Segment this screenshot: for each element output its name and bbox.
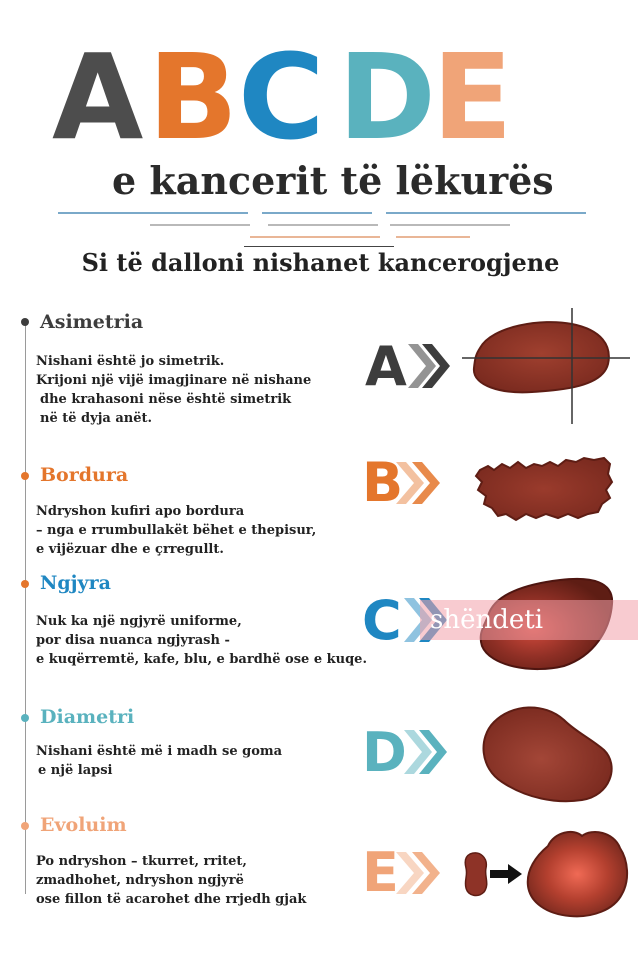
item-title-asimetria: Asimetria (40, 311, 144, 333)
side-letter-b: B (362, 451, 404, 514)
divider (262, 212, 372, 214)
divider (396, 236, 470, 238)
item-desc-ngjyra: Nuk ka një ngjyrë uniforme, por disa nuanca ngjyrash - e kuqërremtë, kafe, blu, e bardhë ose e kuqe. (36, 614, 367, 667)
section-heading: Si të dalloni nishanet kancerogjene (81, 248, 560, 277)
title-letter-a: A (52, 28, 140, 166)
timeline-dot (21, 472, 29, 480)
divider (386, 212, 586, 214)
mole-evolution-small-image (462, 850, 492, 898)
title-letter-c: C (238, 28, 321, 166)
divider (58, 212, 248, 214)
item-desc-asimetria: Nishani është jo simetrik. Krijoni një vijë imagjinare në nishane dhe krahasoni nëse është simetrik në të dyja anët. (36, 354, 312, 426)
chevron-arrow-icon (396, 462, 444, 504)
item-title-diametri: Diametri (40, 706, 135, 728)
side-letter-a: A (365, 335, 407, 398)
item-title-evoluim: Evoluim (40, 814, 127, 836)
divider (244, 246, 394, 247)
timeline-line (25, 322, 26, 894)
subtitle: e kancerit të lëkurës (112, 158, 554, 203)
chevron-arrow-icon (404, 730, 448, 774)
timeline-dot (21, 714, 29, 722)
item-desc-evoluim: Po ndryshon – tkurret, rritet, zmadhohet, ndryshon ngjyrë ose fillon të acarohet dhe rrjedh gjak (36, 854, 307, 907)
item-title-ngjyra: Ngjyra (40, 572, 111, 594)
timeline-dot (21, 318, 29, 326)
chevron-arrow-icon (408, 344, 450, 388)
mole-evolution-large-image (522, 824, 632, 920)
side-letter-d: D (362, 721, 407, 784)
side-letter-c: C (362, 589, 402, 652)
item-desc-diametri: Nishani është më i madh se goma e një lapsi (36, 744, 283, 778)
watermark-text: shëndeti (430, 605, 544, 635)
mole-border-image (472, 452, 616, 524)
arrow-right-icon (490, 864, 522, 884)
item-desc-bordura: Ndryshon kufiri apo bordura – nga e rrumbullakët bëhet e thepisur, e vijëzuar dhe e çrregullt. (36, 504, 317, 557)
watermark-logo (420, 600, 638, 640)
title-letter-b: B (148, 28, 234, 166)
side-letter-e: E (362, 841, 399, 904)
divider (390, 224, 510, 226)
timeline-dot (21, 822, 29, 830)
mole-asymmetry-image (462, 306, 632, 430)
divider (268, 224, 378, 226)
chevron-arrow-icon (396, 852, 444, 894)
timeline-dot (21, 580, 29, 588)
title-letter-d: D (338, 28, 432, 166)
title-letter-e: E (432, 28, 509, 166)
mole-diameter-image (472, 700, 622, 810)
item-title-bordura: Bordura (40, 464, 129, 486)
divider (250, 236, 380, 238)
divider (150, 224, 250, 226)
